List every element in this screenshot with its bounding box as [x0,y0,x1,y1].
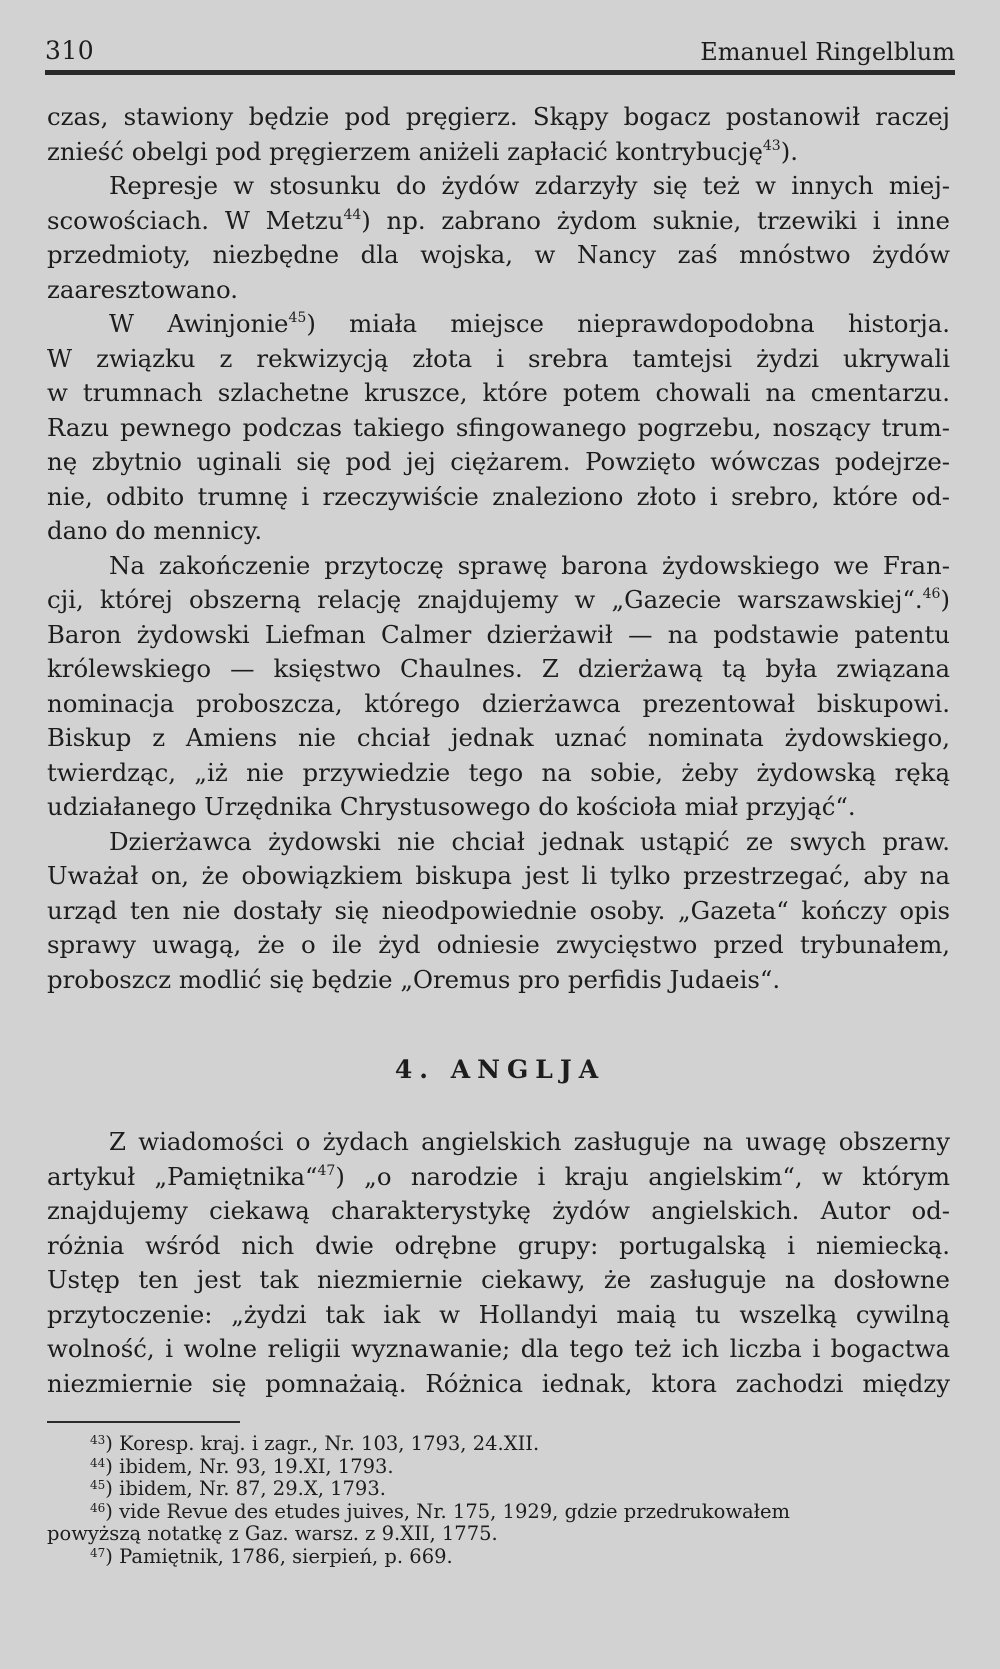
footnote-ref: 47 [317,1162,336,1179]
body-text [47,100,950,997]
footnote: $^{43}$) Koresp. kraj. i zagr., Nr. 103, 1793, 24.XII. [90,1432,540,1455]
text-line: przedmioty, niezbędne dla wojska, w Nancy zaś mnóstwo żydów [47,240,950,269]
text-line: Z wiadomości o żydach angielskich zasługuje na uwagę obszerny [109,1127,950,1156]
text-line: Ustęp ten jest tak niezmiernie ciekawy, że zasługuje na dosłowne [47,1265,950,1294]
text-line: znajdujemy ciekawą charakterystykę żydów angielskich. Autor od- [47,1196,950,1225]
running-head: Emanuel Ringelblum [700,38,955,66]
footnote-rule [47,1421,240,1423]
text-line: zaaresztowano. [47,274,239,304]
footnote-ref: 43 [762,137,781,154]
paragraph-4 [47,549,950,825]
text-line: przytoczenie: „żydzi tak iak w Hollandyi maią tu wszelką cywilną [47,1299,950,1329]
footnote: $^{46}$) vide Revue des etudes juives, Nr. 175, 1929, gdzie przedrukowałem [90,1499,790,1523]
footnote-continuation: powyższą notatkę z Gaz. warsz. z 9.XII, 1775. [47,1522,498,1545]
footnote-number: 45 [90,1478,106,1492]
text-line: scowościach. W Metzu$^{44}$) np. zabrano żydom suknie, trzewiki i inne [47,205,950,235]
footnote: $^{45}$) ibidem, Nr. 87, 29.X, 1793. [90,1477,386,1500]
text-line: niezmiernie się pomnażaią. Różnica iednak, ktora zachodzi między [47,1368,950,1398]
page-number: 310 [45,36,95,65]
section-heading: 4. ANGLJA [394,1055,606,1084]
footnote: $^{44}$) ibidem, Nr. 93, 19.XI, 1793. [90,1454,394,1478]
text-line: wolność, i wolne religii wyznawanie; dla tego też ich liczba i bogactwa [47,1334,950,1363]
text-line: nę zbytnio uginali się pod jej ciężarem. Powzięto wówczas podejrze- [47,447,950,476]
footnote-ref: 46 [922,586,941,602]
text-line: Na zakończenie przytoczę sprawę barona żydowskiego we Fran- [109,550,950,580]
footnote-ref: 45 [288,310,307,326]
text-line: urząd ten nie dostały się nieodpowiednie osoby. „Gazeta“ kończy opis [47,895,950,925]
paragraph-2 [47,169,950,307]
paragraph-1 [47,100,950,169]
text-line: Dzierżawca żydowski nie chciał jednak ustąpić ze swych praw. [109,826,950,856]
text-line: Uważał on, że obowiązkiem biskupa jest li tylko przestrzegać, aby na [47,861,950,890]
text-line: nominacja proboszcza, którego dzierżawca prezentował biskupowi. [47,688,950,718]
text-line: różnia wśród nich dwie odrębne grupy: portugalską i niemiecką. [47,1230,950,1260]
text-line: W związku z rekwizycją złota i srebra tamtejsi żydzi ukrywali [47,343,950,373]
header-rule [45,70,955,75]
paragraph-6 [47,1125,950,1401]
page-header [45,34,955,74]
footnote-number: 44 [90,1455,106,1470]
text-line: znieść obelgi pod pręgierzem aniżeli zapłacić kontrybucję$^{43}$). [47,136,798,166]
text-line: W Awinjonie$^{45}$) miała miejsce nieprawdopodobna historja. [109,309,951,338]
footnote-number: 43 [90,1433,106,1447]
text-line: cji, której obszerną relację znajdujemy w „Gazecie warszawskiej“.$^{46}$) [47,585,950,614]
text-line: proboszcz modlić się będzie „Oremus pro perfidis Judaeis“. [47,964,781,994]
text-line: Razu pewnego podczas takiego sfingowanego pogrzebu, noszący trum- [47,412,950,442]
text-line: czas, stawiony będzie pod pręgierz. Skąpy bogacz postanowił raczej [47,102,950,131]
text-line: Represje w stosunku do żydów zdarzyły się też w innych miej- [109,171,950,200]
text-line: sprawy uwagą, że o ile żyd odniesie zwycięstwo przed trybunałem, [47,930,950,959]
footnote-number: 47 [90,1545,106,1560]
text-line: udziałanego Urzędnika Chrystusowego do kościoła miał przyjąć“. [47,792,856,821]
paragraph-5 [47,825,950,998]
text-line: twierdząc, „iż nie przywiedzie tego na sobie, żeby żydowską ręką [47,757,950,787]
text-line: królewskiego — księstwo Chaulnes. Z dzierżawą tą była związana [47,654,950,683]
footnote-ref: 44 [343,206,362,223]
footnotes [47,1433,950,1568]
text-line: artykuł „Pamiętnika“$^{47}$) „o narodzie i kraju angielskim“, w którym [47,1161,950,1191]
text-line: nie, odbito trumnę i rzeczywiście znaleziono złoto i srebro, które od- [47,481,950,511]
paragraph-3 [47,307,950,549]
text-line: Biskup z Amiens nie chciał jednak uznać nominata żydowskiego, [47,723,950,752]
text-line: dano do mennicy. [47,516,263,545]
section-body [47,1125,950,1401]
text-line: Baron żydowski Liefman Calmer dzierżawił — na podstawie patentu [47,619,950,649]
footnote: $^{47}$) Pamiętnik, 1786, sierpień, p. 669. [90,1544,453,1568]
footnote-number: 46 [90,1500,106,1515]
text-line: w trumnach szlachetne kruszce, które potem chowali na cmentarzu. [47,378,950,407]
